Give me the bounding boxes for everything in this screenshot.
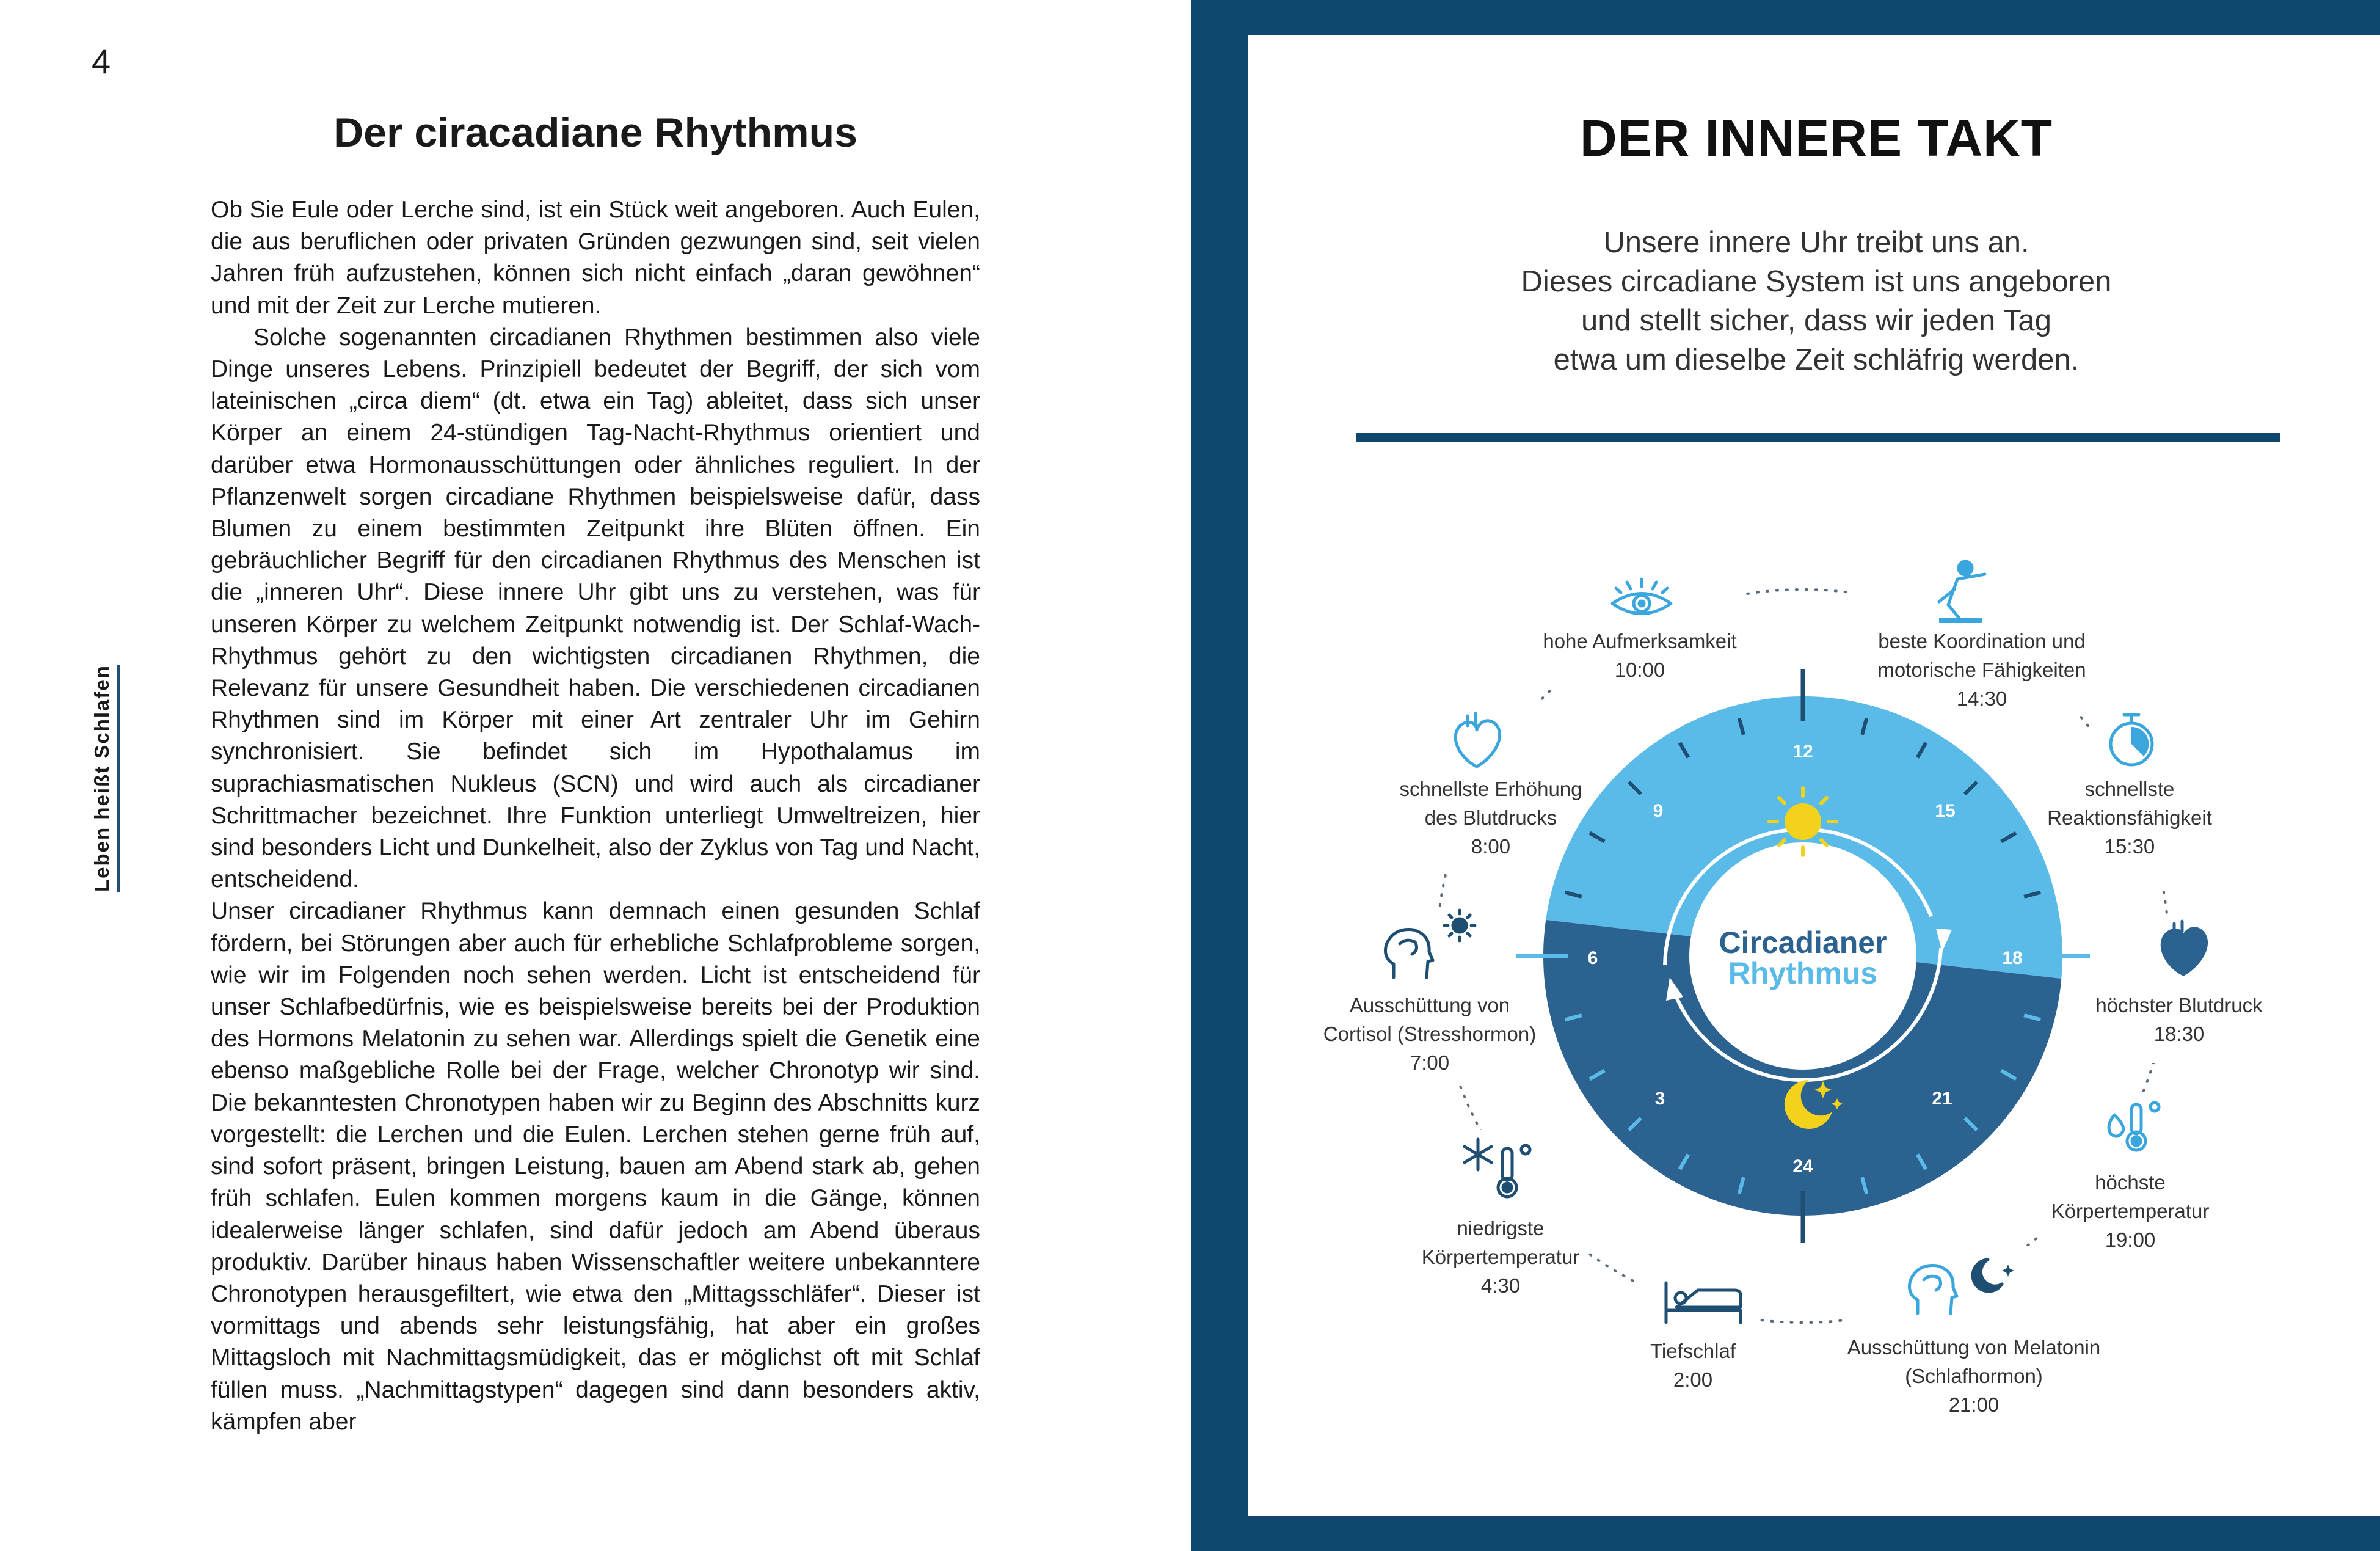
hour-label: 9 [1653, 801, 1664, 821]
hour-label: 18 [2002, 948, 2023, 968]
event-label-reaction: schnellste Reaktionsfähigkeit 15:30 [2047, 778, 2212, 858]
chapter-side-label: Leben heißt Schlafen [90, 665, 120, 892]
center-title-line2: Rhythmus [1728, 956, 1878, 990]
event-label-cortisol: Ausschüttung von Cortisol (Stresshormon) 7:00 [1323, 994, 1537, 1074]
event-label-body-temp-low: niedrigste Körpertemperatur 4:30 [1421, 1217, 1580, 1297]
paragraph: Ob Sie Eule oder Lerche sind, ist ein Stück weit angeboren. Auch Eulen, die aus beruflichen oder privaten Gründen gezwungen sind, seit vielen Jahren früh aufzustehen, können sich nicht einfach „daran gewöhnen“ und mit der Zeit zur Lerche mutieren. [211, 197, 980, 319]
infographic-title: DER INNERE TAKT [1579, 109, 2053, 167]
event-label-deep-sleep: Tiefschlaf 2:00 [1650, 1340, 1736, 1391]
intro-line: Unsere innere Uhr treibt uns an. [1603, 226, 2029, 259]
event-label-blood-pressure-rise: schnellste Erhöhung des Blutdrucks 8:00 [1399, 778, 1582, 858]
event-label-coordination: beste Koordination und motorische Fähigkeiten 14:30 [1877, 630, 2086, 710]
hour-label: 6 [1587, 948, 1598, 968]
intro-line: Dieses circadiane System ist uns angeboren [1521, 265, 2112, 298]
center-title-line1: Circadianer [1719, 925, 1887, 960]
hour-label: 21 [1932, 1089, 1952, 1109]
intro-line: und stellt sicher, dass wir jeden Tag [1581, 304, 2051, 337]
intro-line: etwa um dieselbe Zeit schläfrig werden. [1553, 343, 2080, 376]
hour-label: 24 [1792, 1156, 1813, 1177]
event-label-body-temp-peak: höchste Körpertemperatur 19:00 [2051, 1171, 2210, 1251]
paragraph: Solche sogenannten circadianen Rhythmen bestimmen also viele Dinge unseres Lebens. Prinzipiell bedeutet der Begriff, der sich vom lateinischen „circa diem“ (dt. etwa ein Tag) ableitet, dass sich unser Körper an einem 24-stündigen Tag-Nacht-Rhythmus orientiert und darüber etwa Hormonausschüttungen oder ähnliches reguliert. In der Pflanzenwelt sorgen circadiane Rhythmen beispielsweise dafür, dass Blumen zu einem bestimmten Zeitpunkt ihre Blüten öffnen. Ein gebräuchlicher Begriff für den circadianen Rhythmus des Menschen ist die „inneren Uhr“. Diese innere Uhr gibt uns zu verstehen, was für unseren Körper zu welchem Zeitpunkt notwendig ist. Der Schlaf-Wach-Rhythmus gehört zu den wichtigsten circadianen Rhythmen, die Relevanz für unsere Gesundheit haben. Die verschiedenen circadianen Rhythmen sind im Körper mit einer Art zentraler Uhr im Gehirn synchronisiert. Sie befindet sich im Hypothalamus im suprachiasmatischen Nukleus (SCN) und wird auch als circadianer Schrittmacher bezeichnet. Ihre Funktion unterliegt Umweltreizen, hier sind besonders Licht und Dunkelheit, also der Zyklus von Tag und Nacht, entscheidend. [211, 324, 980, 893]
event-label-melatonin: Ausschüttung von Melatonin (Schlafhormon) 21:00 [1847, 1336, 2101, 1416]
hour-label: 12 [1792, 742, 1813, 762]
hour-label: 3 [1654, 1089, 1665, 1109]
left-page-title: Der ciracadiane Rhythmus [333, 109, 857, 156]
paragraph: Unser circadianer Rhythmus kann demnach einen gesunden Schlaf fördern, bei Störungen aber auch für erhebliche Schlafprobleme sorgen, wie wir im Folgenden noch sehen werden. Licht ist entscheidend für unser Schlafbedürfnis, wie es beispielsweise bereits bei der Produktion des Hormons Melatonin zu sehen war. Allerdings spielt die Genetik eine ebenso maßgebliche Rolle bei der Frage, welcher Chronotyp wir sind. Die bekanntesten Chronotypen haben wir zu Beginn des Abschnitts kurz vorgestellt: die Lerchen und die Eulen. Lerchen stehen gerne früh auf, sind sofort präsent, bringen Leistung, bauen am Abend stark ab, gehen früh schlafen. Eulen kommen morgens kaum in die Gänge, können idealerweise länger schlafen, sind dafür jedoch am Abend überaus produktiv. Darüber hinaus haben Wissenschaftler weitere unbekanntere Chronotypen herausgefiltert, wie etwa den „Mittagsschläfer“. Dieser ist vormittags und abends sehr leistungsfähig, hat aber ein großes Mittagsloch mit Nachmittagsmüdigkeit, das er möglichst oft mit Schlaf füllen muss. „Nachmittagstypen“ dagegen sind dann besonders aktiv, kämpfen aber [211, 898, 980, 1435]
event-label-attention: hohe Aufmerksamkeit 10:00 [1543, 630, 1737, 681]
hour-label: 15 [1935, 801, 1956, 821]
page-number: 4 [92, 42, 111, 81]
event-label-blood-pressure-peak: höchster Blutdruck 18:30 [2095, 994, 2263, 1045]
